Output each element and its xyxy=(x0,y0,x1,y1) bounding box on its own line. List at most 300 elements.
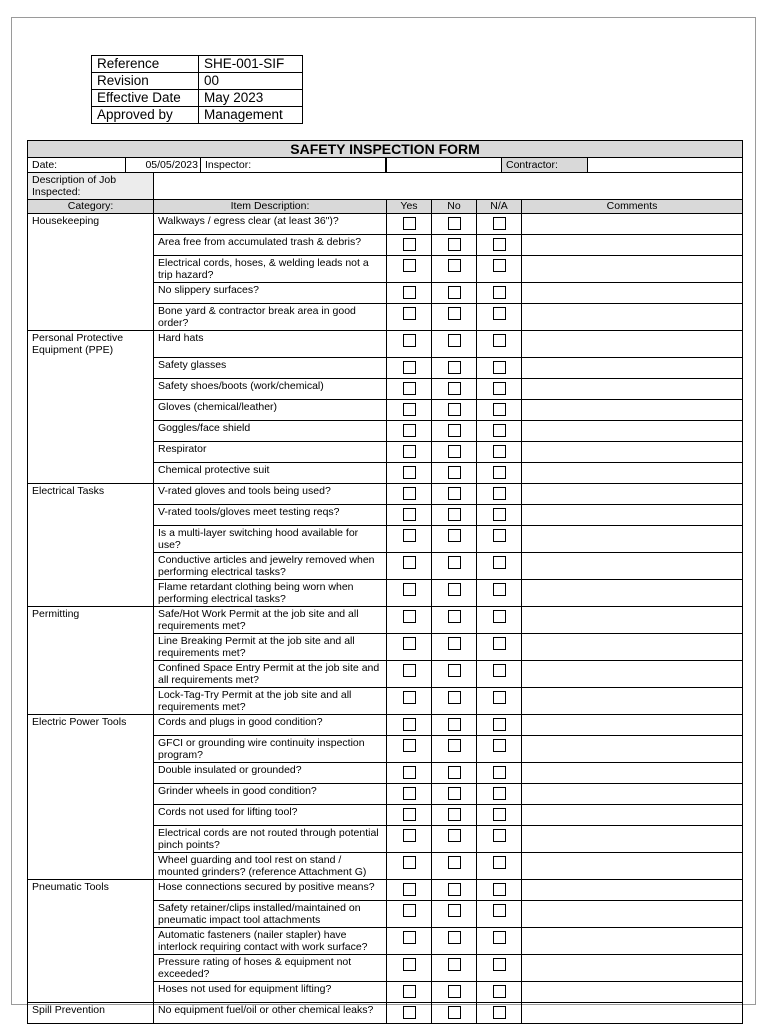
na-checkbox[interactable] xyxy=(493,286,506,299)
yes-checkbox[interactable] xyxy=(403,691,416,704)
category-cell xyxy=(28,633,154,660)
na-cell xyxy=(477,357,522,378)
comments-field[interactable] xyxy=(522,879,743,900)
form-title: SAFETY INSPECTION FORM xyxy=(28,141,743,158)
inspection-row xyxy=(28,256,743,283)
item-description: Automatic fasteners (nailer stapler) have interlock requiring contact with work surface? xyxy=(154,927,387,954)
na-checkbox[interactable] xyxy=(493,883,506,896)
item-description: Walkways / egress clear (at least 36")? xyxy=(154,214,387,235)
reference-row xyxy=(92,90,303,107)
comments-field[interactable] xyxy=(522,927,743,954)
item-description: Line Breaking Permit at the job site and all requirements met? xyxy=(154,633,387,660)
category-cell xyxy=(28,825,154,852)
yes-cell xyxy=(387,852,432,879)
no-cell xyxy=(432,256,477,283)
inspection-row xyxy=(28,214,743,235)
no-cell xyxy=(432,304,477,331)
comments-field[interactable] xyxy=(522,687,743,714)
comments-field[interactable] xyxy=(522,981,743,1002)
category-cell: Electrical Tasks xyxy=(28,483,154,504)
na-checkbox[interactable] xyxy=(493,718,506,731)
yes-checkbox[interactable] xyxy=(403,259,416,272)
no-checkbox[interactable] xyxy=(448,217,461,230)
na-checkbox[interactable] xyxy=(493,787,506,800)
yes-checkbox[interactable] xyxy=(403,829,416,842)
yes-checkbox[interactable] xyxy=(403,445,416,458)
no-cell xyxy=(432,852,477,879)
na-checkbox[interactable] xyxy=(493,739,506,752)
yes-cell xyxy=(387,399,432,420)
no-checkbox[interactable] xyxy=(448,334,461,347)
yes-cell xyxy=(387,214,432,235)
category-cell xyxy=(28,525,154,552)
na-cell xyxy=(477,633,522,660)
category-cell: Electric Power Tools xyxy=(28,714,154,735)
na-checkbox[interactable] xyxy=(493,1006,506,1019)
inspection-row xyxy=(28,633,743,660)
na-checkbox[interactable] xyxy=(493,238,506,251)
yes-checkbox[interactable] xyxy=(403,856,416,869)
na-cell xyxy=(477,235,522,256)
na-cell xyxy=(477,954,522,981)
category-cell xyxy=(28,900,154,927)
no-checkbox[interactable] xyxy=(448,739,461,752)
yes-checkbox[interactable] xyxy=(403,334,416,347)
comments-field[interactable] xyxy=(522,525,743,552)
comments-field[interactable] xyxy=(522,441,743,462)
yes-checkbox[interactable] xyxy=(403,382,416,395)
column-header-item: Item Description: xyxy=(154,200,387,214)
inspection-row xyxy=(28,331,743,358)
no-cell xyxy=(432,214,477,235)
category-cell xyxy=(28,462,154,483)
inspection-row xyxy=(28,420,743,441)
yes-checkbox[interactable] xyxy=(403,466,416,479)
no-cell xyxy=(432,331,477,358)
na-checkbox[interactable] xyxy=(493,382,506,395)
yes-checkbox[interactable] xyxy=(403,958,416,971)
date-label: Date: xyxy=(28,158,126,172)
column-header-category: Category: xyxy=(28,200,154,214)
no-checkbox[interactable] xyxy=(448,583,461,596)
no-checkbox[interactable] xyxy=(448,259,461,272)
na-checkbox[interactable] xyxy=(493,466,506,479)
no-checkbox[interactable] xyxy=(448,529,461,542)
no-cell xyxy=(432,579,477,606)
item-description: Respirator xyxy=(154,441,387,462)
comments-field[interactable] xyxy=(522,954,743,981)
yes-checkbox[interactable] xyxy=(403,808,416,821)
yes-checkbox[interactable] xyxy=(403,286,416,299)
comments-field[interactable] xyxy=(522,504,743,525)
no-checkbox[interactable] xyxy=(448,307,461,320)
yes-cell xyxy=(387,927,432,954)
no-checkbox[interactable] xyxy=(448,718,461,731)
na-checkbox[interactable] xyxy=(493,445,506,458)
item-description: Conductive articles and jewelry removed when performing electrical tasks? xyxy=(154,552,387,579)
na-cell xyxy=(477,660,522,687)
no-cell xyxy=(432,825,477,852)
inspection-row xyxy=(28,462,743,483)
comments-field[interactable] xyxy=(522,420,743,441)
category-cell xyxy=(28,283,154,304)
category-cell xyxy=(28,441,154,462)
reference-label: Reference xyxy=(92,56,199,73)
no-checkbox[interactable] xyxy=(448,1006,461,1019)
no-checkbox[interactable] xyxy=(448,424,461,437)
item-description: Safety retainer/clips installed/maintained on pneumatic impact tool attachments xyxy=(154,900,387,927)
no-checkbox[interactable] xyxy=(448,403,461,416)
yes-cell xyxy=(387,606,432,633)
no-cell xyxy=(432,1002,477,1023)
no-cell xyxy=(432,525,477,552)
item-description: Safety glasses xyxy=(154,357,387,378)
na-checkbox[interactable] xyxy=(493,487,506,500)
comments-field[interactable] xyxy=(522,552,743,579)
item-description: Safe/Hot Work Permit at the job site and all requirements met? xyxy=(154,606,387,633)
yes-checkbox[interactable] xyxy=(403,529,416,542)
item-description: Bone yard & contractor break area in good order? xyxy=(154,304,387,331)
comments-field[interactable] xyxy=(522,331,743,358)
yes-checkbox[interactable] xyxy=(403,883,416,896)
na-cell xyxy=(477,331,522,358)
category-cell xyxy=(28,378,154,399)
comments-field[interactable] xyxy=(522,399,743,420)
na-checkbox[interactable] xyxy=(493,931,506,944)
no-cell xyxy=(432,783,477,804)
yes-cell xyxy=(387,954,432,981)
comments-field[interactable] xyxy=(522,304,743,331)
yes-checkbox[interactable] xyxy=(403,904,416,917)
category-cell xyxy=(28,981,154,1002)
na-cell xyxy=(477,552,522,579)
item-description: Cords not used for lifting tool? xyxy=(154,804,387,825)
reference-label: Effective Date xyxy=(92,90,199,107)
no-checkbox[interactable] xyxy=(448,286,461,299)
yes-checkbox[interactable] xyxy=(403,583,416,596)
description-field[interactable] xyxy=(154,173,743,200)
na-checkbox[interactable] xyxy=(493,985,506,998)
na-cell xyxy=(477,783,522,804)
column-header-yes: Yes xyxy=(387,200,432,214)
no-checkbox[interactable] xyxy=(448,637,461,650)
category-cell xyxy=(28,735,154,762)
comments-field[interactable] xyxy=(522,606,743,633)
no-checkbox[interactable] xyxy=(448,766,461,779)
item-description: Electrical cords are not routed through potential pinch points? xyxy=(154,825,387,852)
inspection-row xyxy=(28,762,743,783)
comments-field[interactable] xyxy=(522,900,743,927)
na-cell xyxy=(477,399,522,420)
no-checkbox[interactable] xyxy=(448,466,461,479)
na-cell xyxy=(477,1002,522,1023)
inspection-row xyxy=(28,804,743,825)
no-cell xyxy=(432,399,477,420)
category-cell xyxy=(28,687,154,714)
category-cell: Permitting xyxy=(28,606,154,633)
no-checkbox[interactable] xyxy=(448,610,461,623)
no-cell xyxy=(432,462,477,483)
no-checkbox[interactable] xyxy=(448,238,461,251)
yes-checkbox[interactable] xyxy=(403,403,416,416)
inspection-row xyxy=(28,687,743,714)
inspector-field[interactable] xyxy=(387,158,502,172)
no-checkbox[interactable] xyxy=(448,445,461,458)
na-checkbox[interactable] xyxy=(493,583,506,596)
item-description: Goggles/face shield xyxy=(154,420,387,441)
column-header-comments: Comments xyxy=(522,200,743,214)
item-description: Double insulated or grounded? xyxy=(154,762,387,783)
yes-checkbox[interactable] xyxy=(403,238,416,251)
no-checkbox[interactable] xyxy=(448,382,461,395)
category-cell xyxy=(28,504,154,525)
na-cell xyxy=(477,825,522,852)
item-description: Confined Space Entry Permit at the job site and all requirements met? xyxy=(154,660,387,687)
item-description: Flame retardant clothing being worn when performing electrical tasks? xyxy=(154,579,387,606)
na-cell xyxy=(477,852,522,879)
comments-field[interactable] xyxy=(522,735,743,762)
yes-checkbox[interactable] xyxy=(403,217,416,230)
item-description: Lock-Tag-Try Permit at the job site and all requirements met? xyxy=(154,687,387,714)
na-cell xyxy=(477,804,522,825)
na-cell xyxy=(477,762,522,783)
comments-field[interactable] xyxy=(522,783,743,804)
item-description: Is a multi-layer switching hood available for use? xyxy=(154,525,387,552)
comments-field[interactable] xyxy=(522,852,743,879)
yes-checkbox[interactable] xyxy=(403,787,416,800)
no-cell xyxy=(432,283,477,304)
yes-checkbox[interactable] xyxy=(403,556,416,569)
category-cell: Personal Protective Equipment (PPE) xyxy=(28,331,154,358)
no-cell xyxy=(432,420,477,441)
yes-cell xyxy=(387,900,432,927)
no-checkbox[interactable] xyxy=(448,691,461,704)
yes-checkbox[interactable] xyxy=(403,1006,416,1019)
yes-checkbox[interactable] xyxy=(403,361,416,374)
yes-checkbox[interactable] xyxy=(403,985,416,998)
yes-checkbox[interactable] xyxy=(403,664,416,677)
category-cell xyxy=(28,256,154,283)
no-cell xyxy=(432,660,477,687)
safety-inspection-table xyxy=(27,140,743,1024)
no-cell xyxy=(432,954,477,981)
item-description: Hard hats xyxy=(154,331,387,358)
na-cell xyxy=(477,900,522,927)
no-checkbox[interactable] xyxy=(448,664,461,677)
no-cell xyxy=(432,606,477,633)
yes-cell xyxy=(387,525,432,552)
reference-value: May 2023 xyxy=(199,90,303,107)
na-checkbox[interactable] xyxy=(493,556,506,569)
na-checkbox[interactable] xyxy=(493,664,506,677)
no-cell xyxy=(432,804,477,825)
comments-field[interactable] xyxy=(522,357,743,378)
na-cell xyxy=(477,462,522,483)
category-cell xyxy=(28,660,154,687)
no-checkbox[interactable] xyxy=(448,985,461,998)
na-cell xyxy=(477,378,522,399)
category-cell: Spill Prevention xyxy=(28,1002,154,1023)
comments-field[interactable] xyxy=(522,804,743,825)
yes-checkbox[interactable] xyxy=(403,739,416,752)
comments-field[interactable] xyxy=(522,283,743,304)
comments-field[interactable] xyxy=(522,378,743,399)
yes-checkbox[interactable] xyxy=(403,718,416,731)
inspection-row xyxy=(28,525,743,552)
comments-field[interactable] xyxy=(522,660,743,687)
item-description: Electrical cords, hoses, & welding leads not a trip hazard? xyxy=(154,256,387,283)
inspection-row xyxy=(28,900,743,927)
na-checkbox[interactable] xyxy=(493,904,506,917)
inspection-row xyxy=(28,735,743,762)
na-checkbox[interactable] xyxy=(493,424,506,437)
category-cell xyxy=(28,804,154,825)
na-checkbox[interactable] xyxy=(493,808,506,821)
na-cell xyxy=(477,504,522,525)
yes-cell xyxy=(387,256,432,283)
no-checkbox[interactable] xyxy=(448,787,461,800)
no-cell xyxy=(432,357,477,378)
na-cell xyxy=(477,606,522,633)
na-checkbox[interactable] xyxy=(493,259,506,272)
no-cell xyxy=(432,714,477,735)
yes-cell xyxy=(387,483,432,504)
yes-cell xyxy=(387,579,432,606)
na-cell xyxy=(477,483,522,504)
yes-cell xyxy=(387,357,432,378)
yes-checkbox[interactable] xyxy=(403,508,416,521)
yes-cell xyxy=(387,504,432,525)
inspection-row xyxy=(28,235,743,256)
reference-value: 00 xyxy=(199,73,303,90)
yes-checkbox[interactable] xyxy=(403,931,416,944)
comments-field[interactable] xyxy=(522,214,743,235)
no-cell xyxy=(432,633,477,660)
inspection-row xyxy=(28,825,743,852)
na-checkbox[interactable] xyxy=(493,829,506,842)
na-cell xyxy=(477,256,522,283)
category-cell xyxy=(28,304,154,331)
no-cell xyxy=(432,552,477,579)
category-cell xyxy=(28,783,154,804)
reference-row xyxy=(92,107,303,124)
item-description: Area free from accumulated trash & debris? xyxy=(154,235,387,256)
comments-field[interactable] xyxy=(522,462,743,483)
yes-checkbox[interactable] xyxy=(403,637,416,650)
yes-cell xyxy=(387,783,432,804)
no-cell xyxy=(432,687,477,714)
yes-cell xyxy=(387,804,432,825)
na-checkbox[interactable] xyxy=(493,691,506,704)
na-checkbox[interactable] xyxy=(493,610,506,623)
na-checkbox[interactable] xyxy=(493,637,506,650)
comments-field[interactable] xyxy=(522,235,743,256)
na-cell xyxy=(477,879,522,900)
comments-field[interactable] xyxy=(522,256,743,283)
na-cell xyxy=(477,283,522,304)
yes-cell xyxy=(387,762,432,783)
na-cell xyxy=(477,579,522,606)
inspection-row xyxy=(28,981,743,1002)
yes-cell xyxy=(387,441,432,462)
no-checkbox[interactable] xyxy=(448,958,461,971)
yes-cell xyxy=(387,660,432,687)
date-field[interactable]: 05/05/2023 xyxy=(126,158,201,172)
yes-cell xyxy=(387,283,432,304)
no-checkbox[interactable] xyxy=(448,856,461,869)
column-header-na: N/A xyxy=(477,200,522,214)
yes-cell xyxy=(387,378,432,399)
yes-cell xyxy=(387,235,432,256)
no-checkbox[interactable] xyxy=(448,829,461,842)
comments-field[interactable] xyxy=(522,714,743,735)
category-cell: Pneumatic Tools xyxy=(28,879,154,900)
category-cell xyxy=(28,852,154,879)
no-checkbox[interactable] xyxy=(448,487,461,500)
comments-field[interactable] xyxy=(522,762,743,783)
comments-field[interactable] xyxy=(522,483,743,504)
no-cell xyxy=(432,483,477,504)
na-checkbox[interactable] xyxy=(493,508,506,521)
na-cell xyxy=(477,981,522,1002)
category-cell xyxy=(28,235,154,256)
yes-checkbox[interactable] xyxy=(403,424,416,437)
no-checkbox[interactable] xyxy=(448,508,461,521)
item-description: Hoses not used for equipment lifting? xyxy=(154,981,387,1002)
na-checkbox[interactable] xyxy=(493,766,506,779)
na-cell xyxy=(477,927,522,954)
yes-checkbox[interactable] xyxy=(403,487,416,500)
na-checkbox[interactable] xyxy=(493,958,506,971)
no-checkbox[interactable] xyxy=(448,361,461,374)
yes-checkbox[interactable] xyxy=(403,766,416,779)
yes-cell xyxy=(387,552,432,579)
comments-field[interactable] xyxy=(522,579,743,606)
comments-field[interactable] xyxy=(522,1002,743,1023)
contractor-field[interactable] xyxy=(588,158,743,172)
item-description: Cords and plugs in good condition? xyxy=(154,714,387,735)
no-checkbox[interactable] xyxy=(448,808,461,821)
item-description: Pressure rating of hoses & equipment not exceeded? xyxy=(154,954,387,981)
reference-table xyxy=(91,55,303,124)
yes-cell xyxy=(387,825,432,852)
no-checkbox[interactable] xyxy=(448,883,461,896)
yes-cell xyxy=(387,1002,432,1023)
no-cell xyxy=(432,441,477,462)
na-checkbox[interactable] xyxy=(493,403,506,416)
item-description: Grinder wheels in good condition? xyxy=(154,783,387,804)
na-checkbox[interactable] xyxy=(493,307,506,320)
reference-label: Approved by xyxy=(92,107,199,124)
no-checkbox[interactable] xyxy=(448,931,461,944)
na-checkbox[interactable] xyxy=(493,529,506,542)
yes-checkbox[interactable] xyxy=(403,610,416,623)
comments-field[interactable] xyxy=(522,825,743,852)
na-checkbox[interactable] xyxy=(493,361,506,374)
yes-checkbox[interactable] xyxy=(403,307,416,320)
no-checkbox[interactable] xyxy=(448,556,461,569)
no-checkbox[interactable] xyxy=(448,904,461,917)
na-checkbox[interactable] xyxy=(493,217,506,230)
no-cell xyxy=(432,378,477,399)
na-checkbox[interactable] xyxy=(493,856,506,869)
na-checkbox[interactable] xyxy=(493,334,506,347)
inspection-row xyxy=(28,879,743,900)
comments-field[interactable] xyxy=(522,633,743,660)
no-cell xyxy=(432,879,477,900)
inspection-row xyxy=(28,606,743,633)
inspector-label: Inspector: xyxy=(201,158,386,172)
